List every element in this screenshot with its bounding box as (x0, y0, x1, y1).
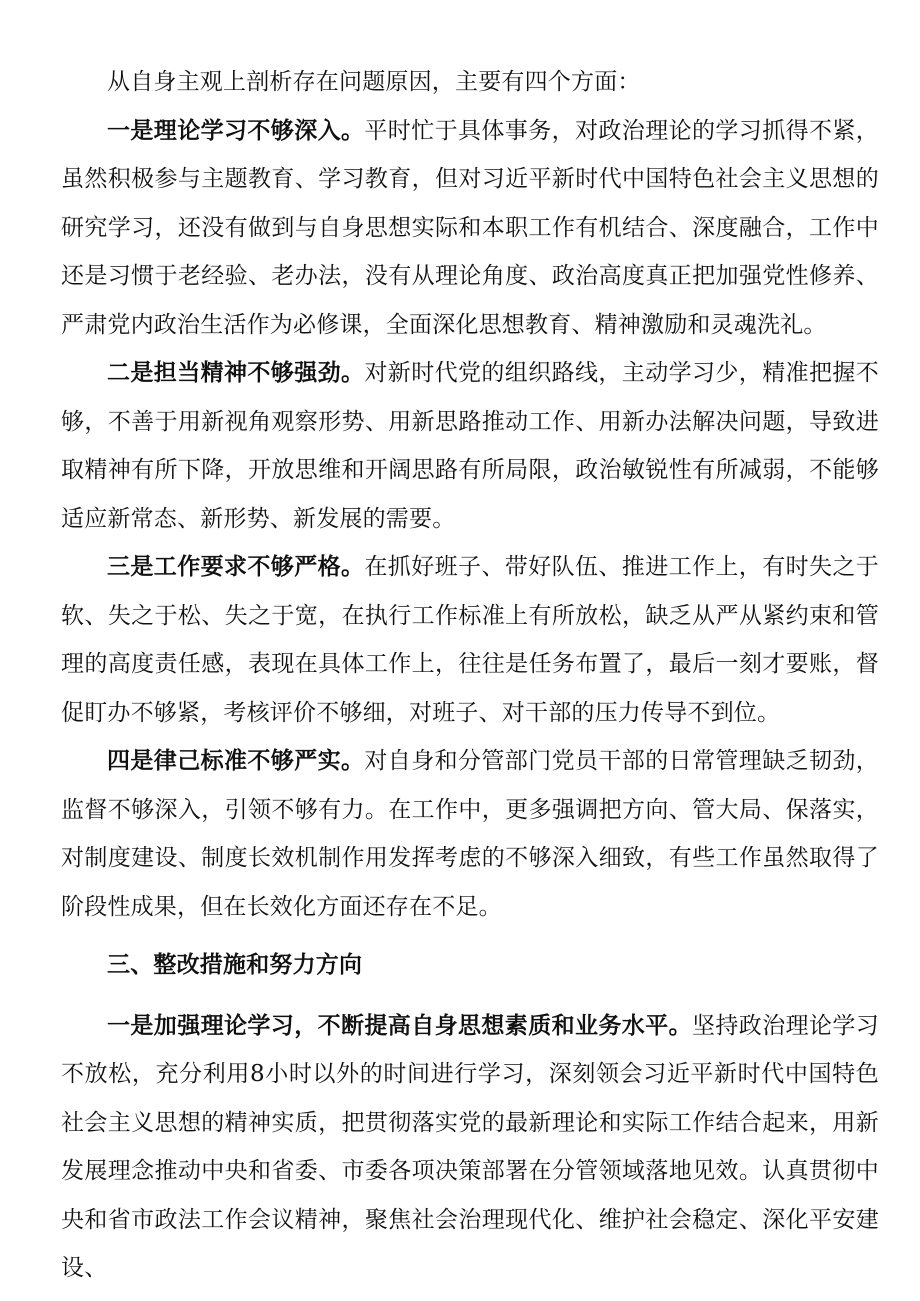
cause-4-lead: 四是律己标准不够严实。 (107, 748, 365, 774)
measure-1-text: 坚持政治理论学习不放松，充分利用8小时以外的时间进行学习，深刻领会习近平新时代中国特色社会主义思想的精神实质，把贯彻落实党的最新理论和实际工作结合起来，用新发展理念推动中央和省委、市委各项决策部署在分管领域落地见效。认真贯彻中央和省市政法工作会议精神，聚焦社会治理现代化、维护社会稳定、深化平安建设、 (61, 1012, 879, 1281)
cause-paragraph-2 (61, 349, 879, 543)
cause-paragraph-4 (61, 737, 879, 931)
cause-4-text: 对自身和分管部门党员干部的日常管理缺乏韧劲，监督不够深入，引领不够有力。在工作中，更多强调把方向、管大局、保落实，对制度建设、制度长效机制作用发挥考虑的不够深入细致，有些工作虽然取得了阶段性成果，但在长效化方面还存在不足。 (61, 748, 879, 920)
cause-3-text: 在抓好班子、带好队伍、推进工作上，有时失之于软、失之于松、失之于宽，在执行工作标准上有所放松，缺乏从严从紧约束和管理的高度责任感，表现在具体工作上，往往是任务布置了，最后一刻才要账，督促盯办不够紧，考核评价不够细，对班子、对干部的压力传导不到位。 (61, 554, 879, 726)
measure-1-lead: 一是加强理论学习，不断提高自身思想素质和业务水平。 (107, 1012, 692, 1039)
intro-paragraph: 从自身主观上剖析存在问题原因，主要有四个方面： (107, 69, 641, 95)
section-heading: 三、整改措施和努力方向 (107, 952, 363, 978)
cause-2-text: 对新时代党的组织路线，主动学习少，精准把握不够，不善于用新视角观察形势、用新思路推动工作、用新办法解决问题，导致进取精神有所下降，开放思维和开阔思路有所局限，政治敏锐性有所减弱，不能够适应新常态、新形势、新发展的需要。 (61, 360, 879, 532)
cause-2-lead: 二是担当精神不够强劲。 (107, 360, 365, 386)
cause-1-text: 平时忙于具体事务，对政治理论的学习抓得不紧，虽然积极参与主题教育、学习教育，但对习近平新时代中国特色社会主义思想的研究学习，还没有做到与自身思想实际和本职工作有机结合、深度融合，工作中还是习惯于老经验、老办法，没有从理论角度、政治高度真正把加强党性修养、严肃党内政治生活作为必修课，全面深化思想教育、精神激励和灵魂洗礼。 (61, 117, 879, 338)
cause-1-lead: 一是理论学习不够深入。 (107, 117, 365, 144)
document-page (61, 58, 879, 1293)
cause-paragraph-3 (61, 543, 879, 737)
cause-3-lead: 三是工作要求不够严格。 (107, 554, 365, 580)
cause-paragraph-1 (61, 107, 879, 350)
measure-paragraph-1 (61, 1002, 879, 1293)
